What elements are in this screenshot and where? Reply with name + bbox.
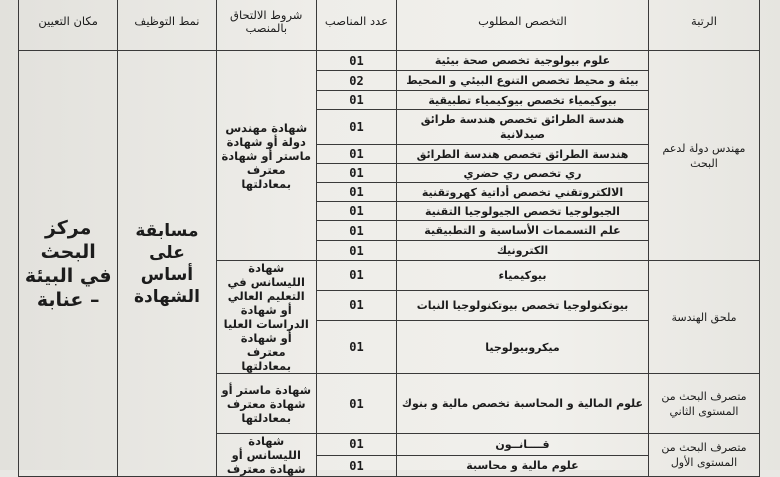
- count-cell: 01: [316, 321, 396, 374]
- count-cell: 01: [316, 221, 396, 241]
- count-cell: 01: [316, 290, 396, 321]
- place-cell: مركز البحث في البيئة – عنابة: [19, 51, 118, 477]
- count-cell: 01: [316, 183, 396, 202]
- conditions-cell: شهادة الليسانس أو شهادة معترف: [216, 434, 316, 477]
- header-place: مكان التعيين: [19, 0, 118, 51]
- count-cell: 01: [316, 202, 396, 221]
- specialty-cell: بيوكيمياء تخصص بيوكيمياء تطبيقية: [397, 91, 649, 110]
- header-count: عدد المناصب: [316, 0, 396, 51]
- count-cell: 01: [316, 261, 396, 291]
- count-cell: 01: [316, 241, 396, 261]
- count-cell: 01: [316, 110, 396, 145]
- table-row: [19, 51, 760, 71]
- specialty-cell: هندسة الطرائق تخصص هندسة الطرائق: [397, 145, 649, 164]
- specialty-cell: علوم مالية و محاسبة: [397, 455, 649, 477]
- count-cell: 01: [316, 51, 396, 71]
- rank-cell: متصرف البحث من المستوى الأول: [648, 434, 759, 477]
- header-row: [19, 0, 760, 51]
- specialty-cell: ميكروبيولوجيا: [397, 321, 649, 374]
- specialty-cell: ري تخصص ري حضري: [397, 164, 649, 183]
- count-cell: 02: [316, 71, 396, 91]
- rank-cell: ملحق الهندسة: [648, 261, 759, 374]
- specialty-cell: علوم بيولوجية تخصص صحة بيئية: [397, 51, 649, 71]
- count-cell: 01: [316, 374, 396, 434]
- conditions-cell: شهادة ماستر أو شهادة معترف بمعادلتها: [216, 374, 316, 434]
- conditions-cell: شهادة الليسانس في التعليم العالي أو شهادة الدراسات العليا أو شهادة معترف بمعادلتها: [216, 261, 316, 374]
- specialty-cell: قــــانــون: [397, 434, 649, 456]
- header-rank: الرتبة: [648, 0, 759, 51]
- specialty-cell: الجيولوجيا تخصص الجيولوجيا التقنية: [397, 202, 649, 221]
- specialty-cell: بيوكيمياء: [397, 261, 649, 291]
- specialty-cell: هندسة الطرائق تخصص هندسة طرائق صيدلانية: [397, 110, 649, 145]
- specialty-cell: الكترونيك: [397, 241, 649, 261]
- rank-cell: مهندس دولة لدعم البحث: [648, 51, 759, 261]
- count-cell: 01: [316, 145, 396, 164]
- mode-cell: مسابقة على أساس الشهادة: [118, 51, 216, 477]
- header-conditions: شروط الالتحاق بالمنصب: [216, 0, 316, 51]
- rank-cell: متصرف البحث من المستوى الثاني: [648, 374, 759, 434]
- count-cell: 01: [316, 434, 396, 456]
- header-specialty: التخصص المطلوب: [397, 0, 649, 51]
- specialty-cell: الالكتروتقني تخصص أداتية كهروتقنية: [397, 183, 649, 202]
- count-cell: 01: [316, 91, 396, 110]
- recruitment-table: [18, 0, 760, 477]
- specialty-cell: بيئة و محيط تخصص التنوع البيئي و المحيط: [397, 71, 649, 91]
- specialty-cell: علم التسممات الأساسية و التطبيقية: [397, 221, 649, 241]
- specialty-cell: بيوتكنولوجيا تخصص بيوتكنولوجيا النبات: [397, 290, 649, 321]
- conditions-cell: شهادة مهندس دولة أو شهادة ماستر أو شهادة معترف بمعادلتها: [216, 51, 316, 261]
- specialty-cell: علوم المالية و المحاسبة تخصص مالية و بنوك: [397, 374, 649, 434]
- count-cell: 01: [316, 455, 396, 477]
- header-mode: نمط التوظيف: [118, 0, 216, 51]
- count-cell: 01: [316, 164, 396, 183]
